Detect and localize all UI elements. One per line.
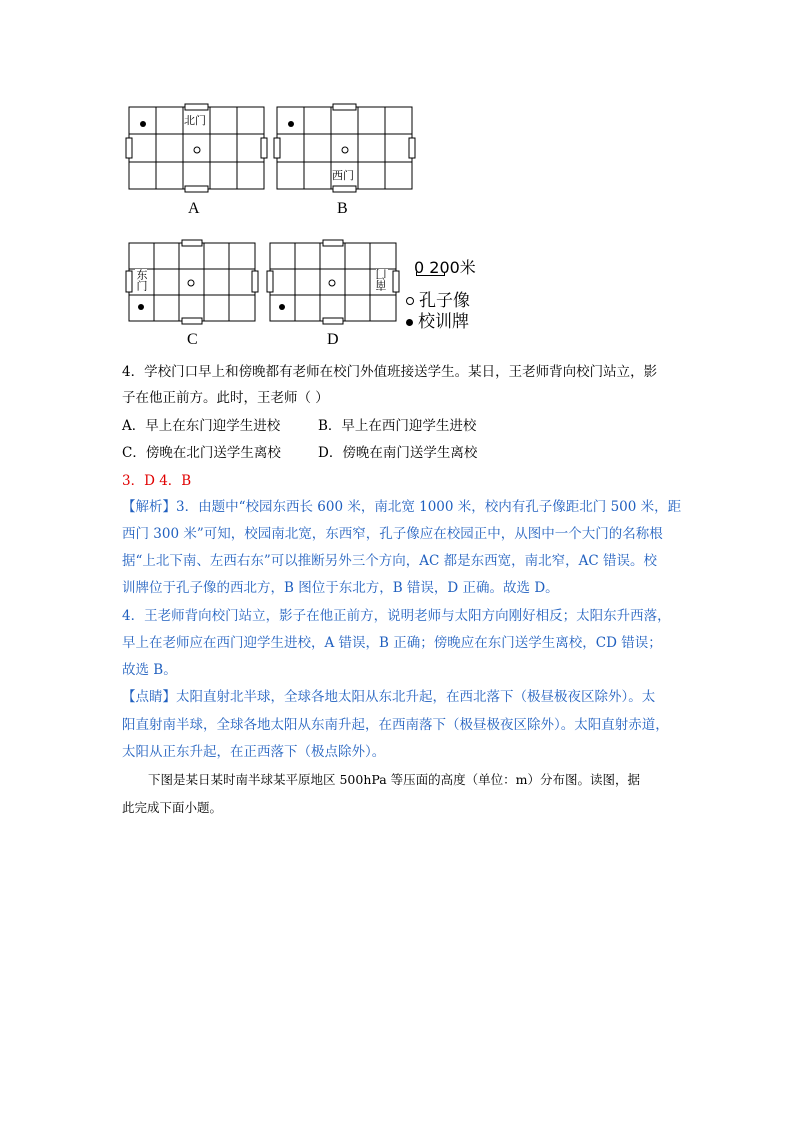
gate-label-east: 东门 [135,269,148,291]
campus-map-a [129,107,264,189]
scale-bar [416,272,445,276]
analysis-3-line1: 3．由题中“校园东西长 600 米，南北宽 1000 米，校内有孔子像距北门 500 米，距 [176,499,682,515]
scale-label: 0 200米 [414,258,476,277]
filled-circle-icon [406,319,413,326]
comment-line1 [122,685,655,705]
analysis-4-line2: 早上在老师应在西门迎学生进校，A 错误，B 正确；傍晚应在东门送学生离校，CD 错误； [122,635,662,651]
analysis-3-line4: 训牌位于孔子像的西北方，B 图位于东北方，B 错误，D 正确。故选 D。 [122,580,559,596]
legend-motto-board-label: 校训牌 [418,312,469,332]
map-caption-d: D [327,331,339,348]
analysis-tag: 【解析】 [122,499,176,515]
option-d: D．傍晚在南门送学生离校 [318,445,478,461]
comment-tag: 【点睛】 [122,689,176,705]
map-caption-a: A [188,200,200,217]
option-a: A．早上在东门迎学生进校 [122,418,281,434]
map-caption-c: C [187,331,198,348]
map-caption-b: B [337,200,348,217]
analysis-3-line2: 西门 300 米”可知，校园南北宽，东西窄，孔子像应在校园正中，从图中一个大门的名称根 [122,526,663,542]
comment-line2: 阳直射南半球，全球各地太阳从东南升起，在西南落下（极昼极夜区除外）。太阳直射赤道， [122,717,669,733]
gate-label-west: 西门 [332,169,354,182]
comment-text-1: 太阳直射北半球，全球各地太阳从东北升起，在西北落下（极昼极夜区除外）。太 [176,689,656,705]
analysis-4-line1: 4．王老师背向校门站立，影子在他正前方，说明老师与太阳方向刚好相反；太阳东升西落， [122,608,671,624]
comment-line3: 太阳从正东升起，在正西落下（极点除外）。 [122,744,386,760]
analysis-3-line3: 据“上北下南、左西右东”可以推断另外三个方向，AC 都是东西宽，南北窄，AC 错误。校 [122,553,658,569]
analysis-line1 [122,495,681,515]
intro-line2: 此完成下面小题。 [122,800,223,815]
gate-label-north: 北门 [184,114,206,127]
campus-map-b [277,107,412,189]
question-4-stem-line1: 4．学校门口早上和傍晚都有老师在校门外值班接送学生。某日，王老师背向校门站立，影 [122,364,658,380]
legend-motto-board [406,307,469,332]
campus-map-c [129,243,255,321]
answer-key: 3．D 4．B [122,473,192,489]
gate-label-south: 南门 [375,269,388,291]
analysis-4-line3: 故选 B。 [122,662,177,678]
campus-map-d [270,243,396,321]
open-circle-icon [406,297,414,305]
question-4-stem-line2: 子在他正前方。此时，王老师（ ） [122,390,329,406]
intro-line1: 下图是某日某时南半球某平原地区 500hPa 等压面的高度（单位：m）分布图。读图，据 [148,772,641,787]
legend-confucius-label: 孔子像 [419,291,470,311]
option-c: C．傍晚在北门送学生离校 [122,445,281,461]
option-b: B．早上在西门迎学生进校 [318,418,477,434]
